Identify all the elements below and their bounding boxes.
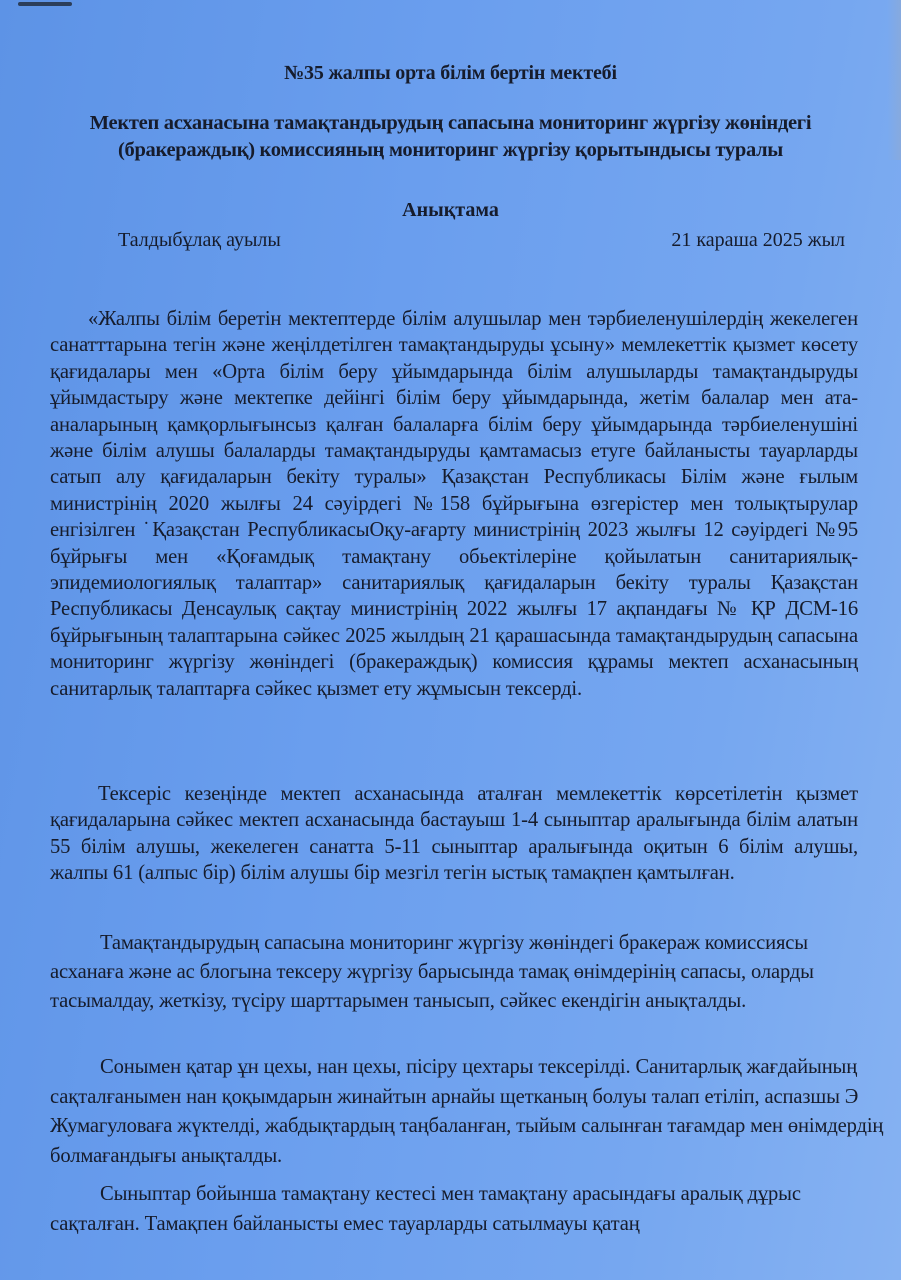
paragraph-inspection-coverage: Тексеріс кезеңінде мектеп асханасында аталған мемлекеттік көрсетілетін қызмет қағидаларына сәйкес мектеп асханасында бастауыш 1-4 сыныптар аралығында білім алатын 55 білім алушы, жекелеген санатта 5-11 сыныптар аралығында оқитын 6 білім алушы, жалпы 61 (алпыс бір) білім алушы бір мезгіл тегін ыстық тамақпен қамтылған. xyxy=(50,783,858,885)
school-title: №35 жалпы орта білім бертін мектебі xyxy=(284,62,617,84)
report-title: Мектеп асханасына тамақтандырудың сапасына мониторинг жүргізу жөніндегі (бракераждық) комиссияның мониторинг жүргізу қорытындысы туралы xyxy=(89,112,812,161)
paragraph-food-quality: Тамақтандырудың сапасына мониторинг жүргізу жөніндегі бракераж комиссиясы асханаға және ас блогына тексеру жүргізу барысында тамақ өнімдерінің сапасы, оларды тасымалдау, жеткізу, түсіру шарттарымен танысып, сәйкес екендігін анықталды. xyxy=(50,932,814,1012)
document-type-heading: Анықтама xyxy=(402,199,499,221)
staple-mark xyxy=(18,2,72,6)
paragraph-meal-schedule: Сыныптар бойынша тамақтану кестесі мен тамақтану арасындағы аралық дұрыс сақталған. Тамақпен байланысты емес тауарларды сатылмауы қатаң xyxy=(50,1183,801,1235)
date-label: 21 караша 2025 жыл xyxy=(671,229,845,251)
paragraph-workshops-check: Сонымен қатар ұн цехы, нан цехы, пісіру цехтары тексерілді. Санитарлық жағдайының сақталғанымен нан қоқымдарын жинайтын арнайы щетканың болуы талап етіліп, аспазшы Э Жумагуловаға жүктелді, жабдықтардың таңбаланған, тыйым салынған тағамдар мен өнімдердің болмағандығы анықталды. xyxy=(50,1056,884,1167)
place-date-line xyxy=(118,229,845,252)
paragraph-legal-basis: «Жалпы білім беретін мектептерде білім алушылар мен тәрбиеленушілердің жекелеген санатттарына тегін және жеңілдетілген тамақтандыруды ұсыну» мемлекеттік қызмет көсету қағидалары мен «Орта білім беру ұйымдарында білім алушыларды тамақтандыруды ұйымдастыру және мектепке дейінгі білім беру ұйымдарында, жетім балалар мен ата-аналарының қамқорлығынсыз қалған балаларға білім беру ұйымдарында тәрбиеленушіні және білім алушы балаларды тамақтандыруды қамтамасыз етуге байланысты тауарларды сатып алу қағидаларын бекіту туралы» Қазақстан Республикасы Білім және ғылым министрінің 2020 жылғы 24 сәуірдегі №158 бұйрығына өзгерістер мен толықтырулар енгізілген ˙Қазақстан РеспубликасыОқу-ағарту министрінің 2023 жылғы 12 сәуірдегі №95 бұйрығы мен «Қоғамдық тамақтану обьектілеріне қойылатын санитариялық-эпидемиологиялық талаптар» санитариялық қағидаларын бекіту туралы Қазақстан Республикасы Денсаулық сақтау министрінің 2022 жылғы 17 ақпандағы № ҚР ДСМ-16 бұйрығының талаптарына сәйкес 2025 жылдың 21 қарашасында тамақтандырудың сапасына мониторинг жүргізу жөніндегі (бракераждық) комиссия құрамы мектеп асханасының санитарлық талаптарға сәйкес қызмет ету жұмысын тексерді. xyxy=(50,308,858,700)
place-label: Талдыбұлақ ауылы xyxy=(118,229,281,251)
